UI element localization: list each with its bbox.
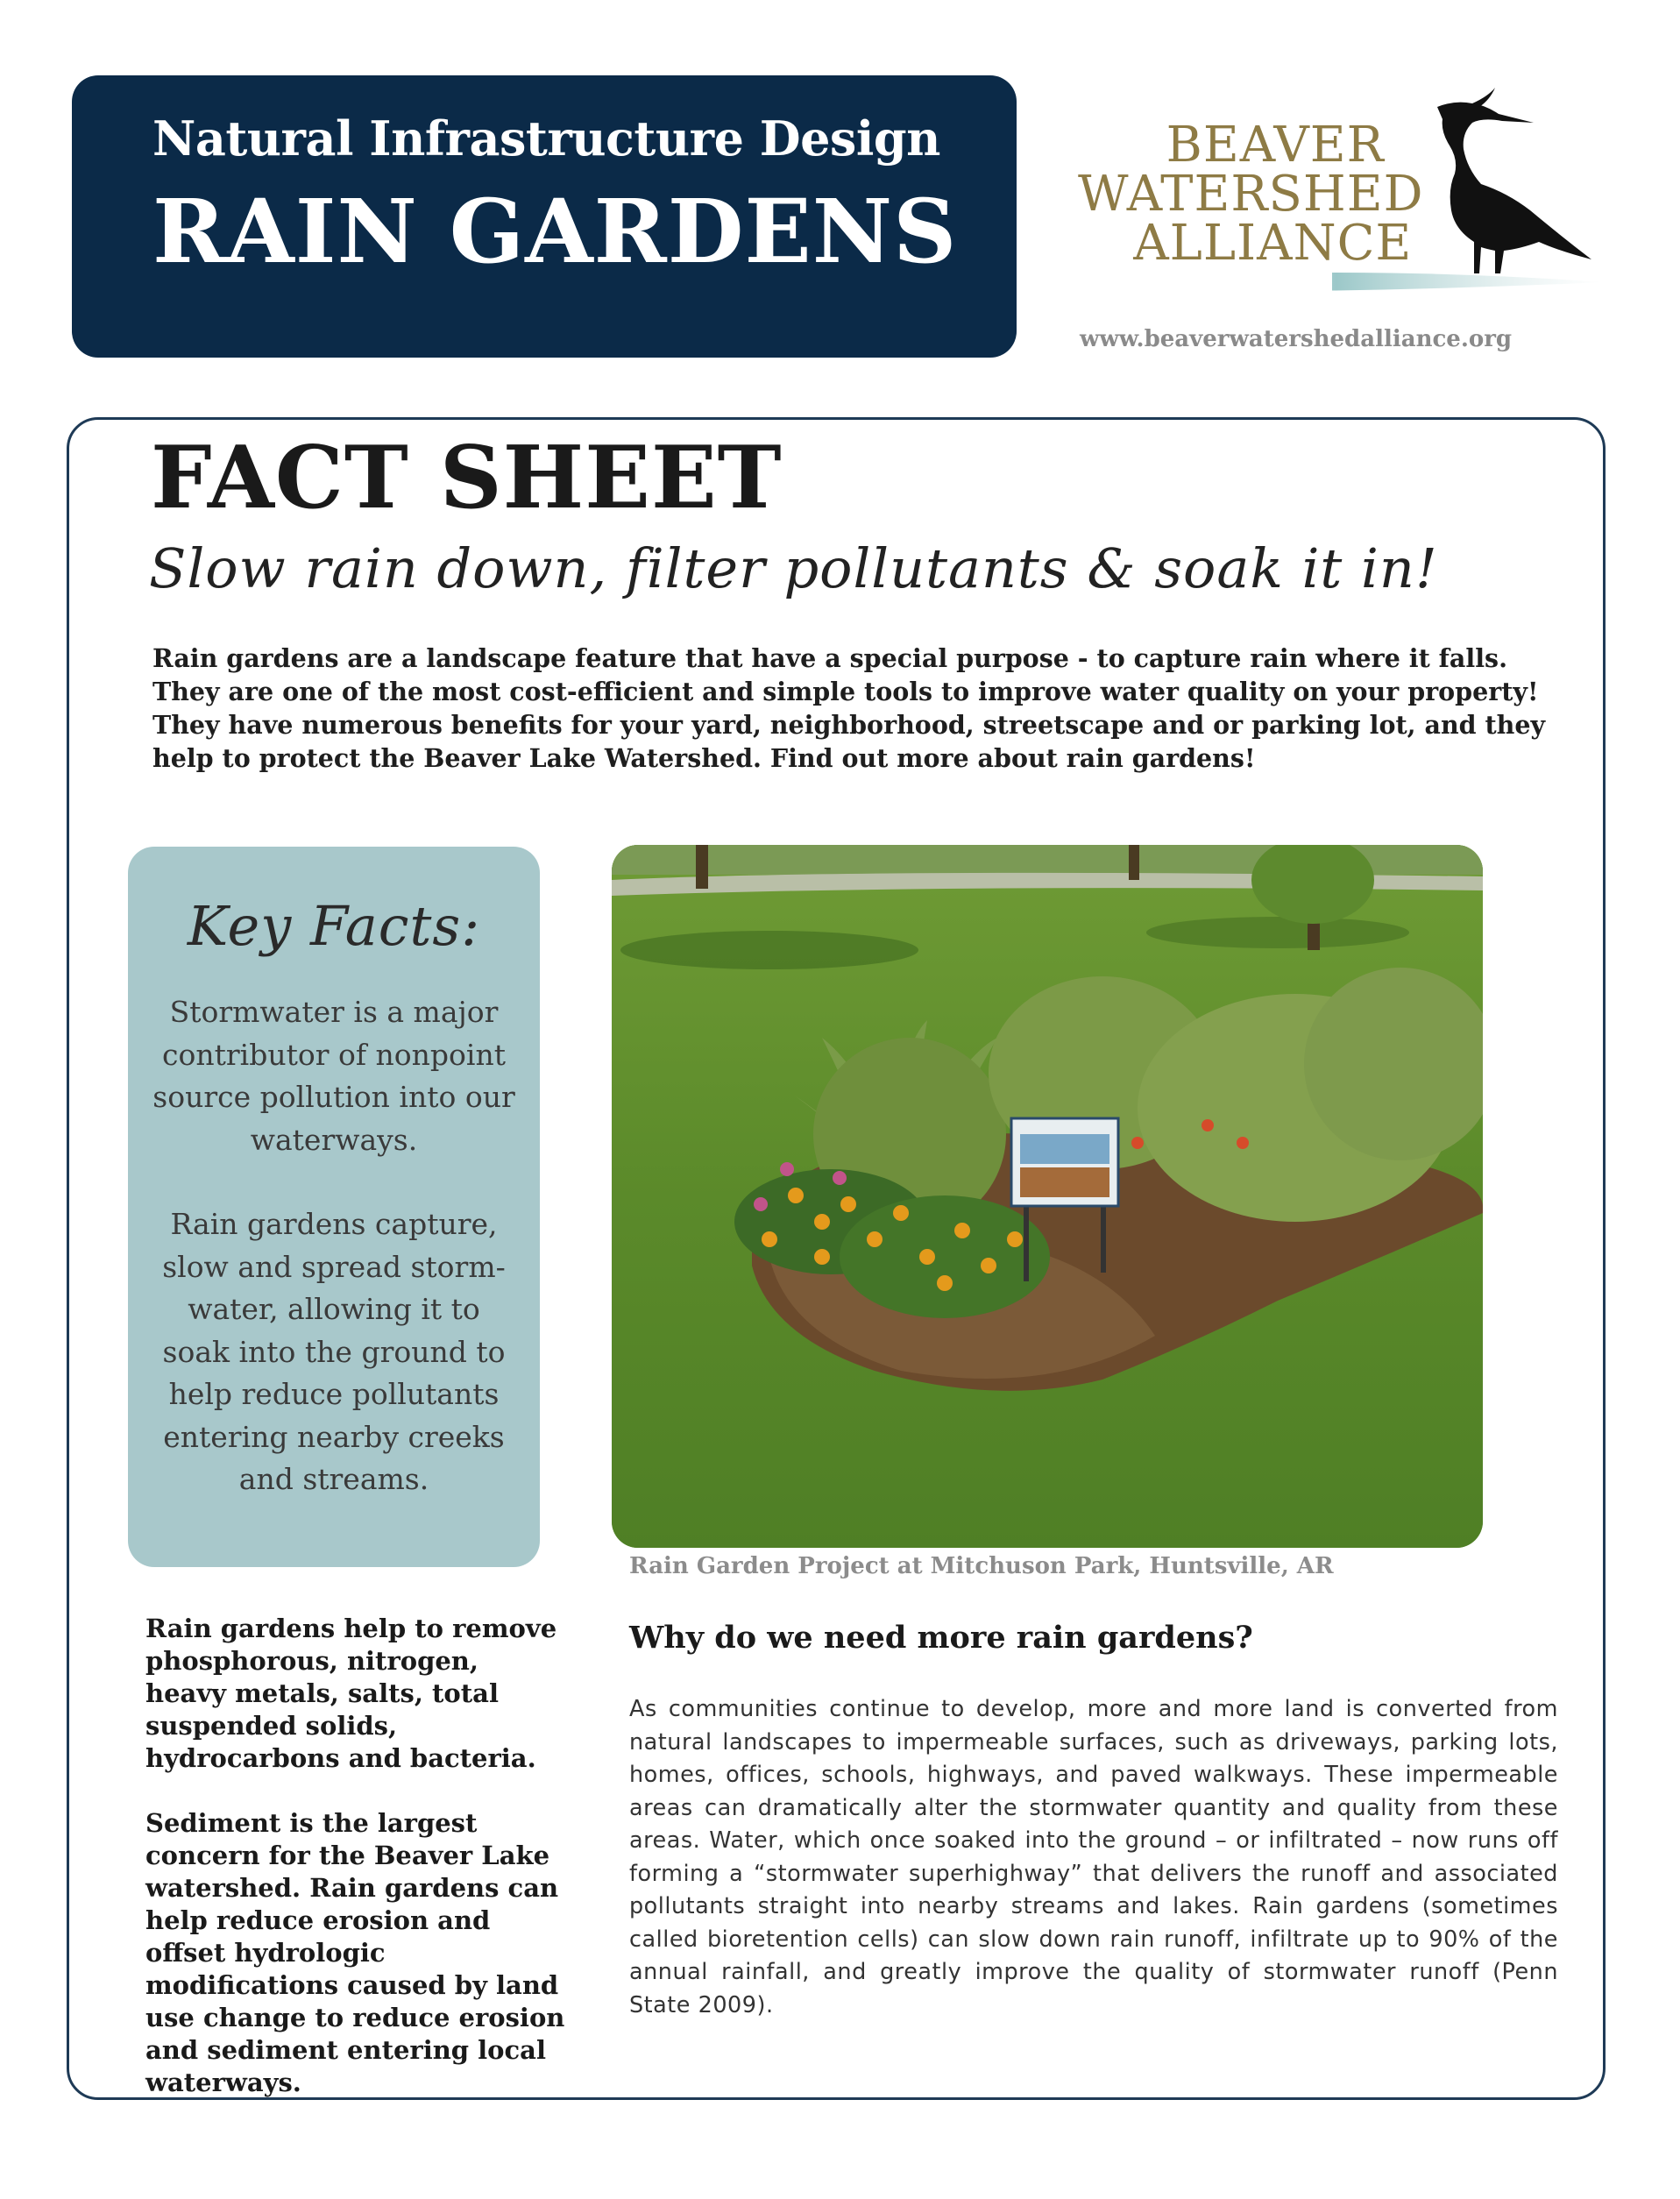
why-body: As communities continue to develop, more and more land is converted from natural landscapes to impermeable surfaces, such as driveways, parking lots, homes, offices, schools, highways, and paved walkways. These impermeable areas can dramatically alter the stormwater quantity and quality from these areas. Water, which once soaked into the ground – or infiltrated – now runs off forming a “stormwater superhighway” that delivers the runoff and associated pollutants straight into nearby streams and lakes. Rain gardens (sometimes called bioretention cells) can slow down rain runoff, infiltrate up to 90% of the annual rainfall, and greatly improve the quality of stormwater runoff (Penn State 2009).: [629, 1696, 1558, 2018]
photo-caption: Rain Garden Project at Mitchuson Park, Huntsville, AR: [629, 1553, 1334, 1579]
key-facts-box: [128, 847, 540, 1567]
header-banner: [72, 75, 1017, 358]
key-facts-title: Key Facts:: [187, 894, 481, 958]
logo-line-3: ALLIANCE: [1133, 215, 1413, 272]
left-paragraph-2: Sediment is the largest concern for the Beaver Lake watershed. Rain gardens can help reduce erosion and offset hydrologic modifications caused by land use change to reduce erosion and sediment entering local waterways.: [145, 1808, 565, 2097]
header-title: RAIN GARDENS: [152, 179, 958, 283]
rain-garden-photo: [612, 845, 1483, 1548]
logo-line-1: BEAVER: [1166, 117, 1385, 174]
logo-line-2: WATERSHED: [1078, 166, 1424, 223]
header-subtitle: Natural Infrastructure Design: [152, 110, 940, 167]
website-link[interactable]: www.beaverwatershedalliance.org: [1080, 326, 1513, 352]
left-paragraph-1: Rain gardens help to remove phosphorous, nitrogen, heavy metals, salts, total suspended solids, hydrocarbons and bacteria.: [145, 1614, 557, 1773]
intro-paragraph: Rain gardens are a landscape feature that have a special purpose - to capture rain where it falls. They are one of the most cost-efficient and simple tools to improve water quality on your property! They have numerous benefits for your yard, neighborhood, streetscape and or parking lot, and they help to protect the Beaver Lake Watershed. Find out more about rain gardens!: [152, 643, 1546, 773]
left-column: [145, 1613, 566, 2132]
key-fact-1: Stormwater is a major contributor of nonpoint source pollution into our waterways.: [152, 995, 515, 1157]
fact-sheet-title: FACT SHEET: [151, 428, 783, 528]
heron-icon: [1332, 88, 1613, 316]
rain-garden-illustration: [612, 845, 1483, 1548]
why-heading: Why do we need more rain gardens?: [629, 1620, 1253, 1656]
fact-sheet-tagline: Slow rain down, filter pollutants & soak it in!: [149, 536, 1438, 600]
beaver-watershed-logo: [1052, 88, 1613, 316]
key-fact-2: Rain gardens capture, slow and spread storm-water, allowing it to soak into the ground to help reduce pollutants entering nearby creeks and streams.: [162, 1207, 506, 1496]
